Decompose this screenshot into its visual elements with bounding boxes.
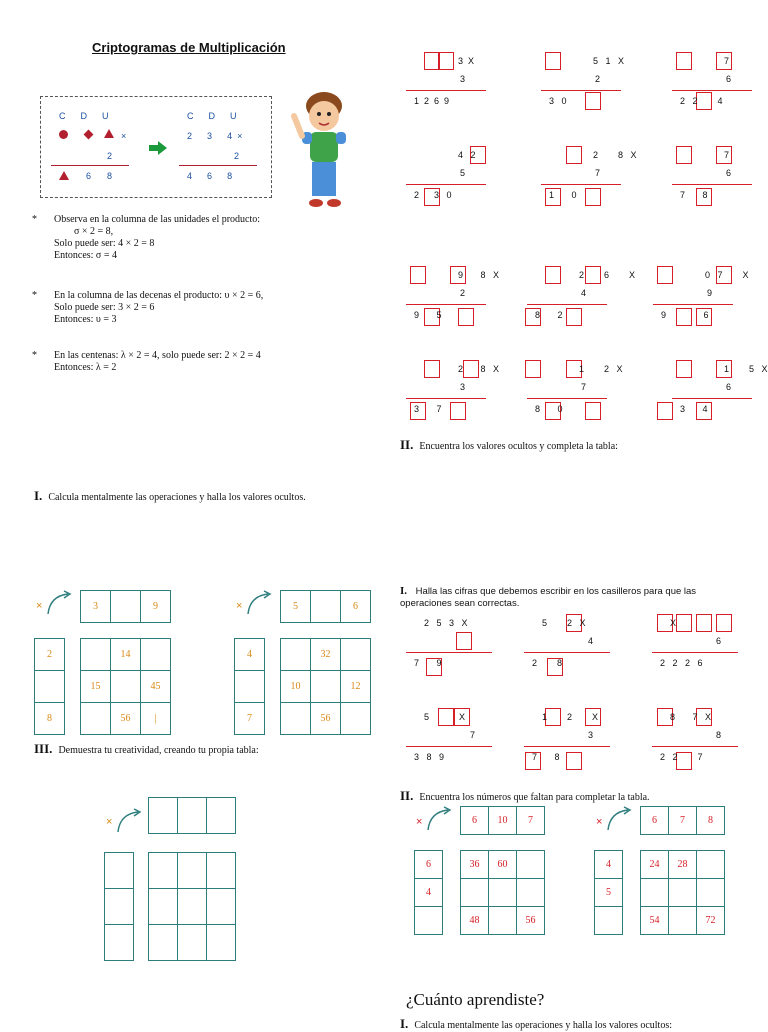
crypto-result: 9 6	[661, 310, 709, 320]
table-side-cell: 6	[414, 850, 443, 879]
table-header-cell[interactable]	[310, 590, 341, 623]
crypto-line	[524, 652, 610, 653]
solved-top: 2 3 4 ×	[187, 131, 243, 141]
crypto-top-row: 4 2	[458, 150, 476, 160]
answer-box[interactable]	[410, 266, 426, 284]
crypto-result: 3 8 9	[414, 752, 445, 762]
crypto-line	[524, 746, 610, 747]
table-cell[interactable]	[206, 852, 236, 889]
crypto-multiplier: 6	[726, 382, 732, 392]
table-header-cell[interactable]	[148, 797, 178, 834]
answer-box[interactable]	[566, 308, 582, 326]
crypto-line	[406, 184, 486, 185]
curved-arrow-icon	[604, 804, 634, 834]
answer-box[interactable]	[676, 146, 692, 164]
crypto-multiplier: 6	[726, 168, 732, 178]
crypto-result: 2 2 7	[660, 752, 703, 762]
table-cell: 12	[340, 670, 371, 703]
times-sign: ×	[596, 816, 603, 828]
table-cell[interactable]	[340, 702, 371, 735]
table-side-cell[interactable]	[414, 906, 443, 935]
curved-arrow-icon	[244, 588, 274, 618]
crypto-line	[406, 90, 486, 91]
crypto-result: 1 0	[549, 190, 577, 200]
crypto-result: 9 5	[414, 310, 442, 320]
right-section-ii-heading: II. Encuentra los números que faltan para completar la tabla.	[400, 788, 650, 803]
crypto-top-row: 2 5 3 X	[424, 618, 468, 628]
crypto-line	[406, 398, 486, 399]
table-side-cell: 5	[594, 878, 623, 907]
table-cell[interactable]	[668, 906, 697, 935]
table-cell[interactable]	[696, 878, 725, 907]
table-cell[interactable]	[668, 878, 697, 907]
crypto-top-row: 9 8 X	[458, 270, 500, 280]
crypto-line	[653, 304, 733, 305]
answer-box[interactable]	[566, 752, 582, 770]
crypto-top-row: 2 6 X	[579, 270, 636, 280]
table-cell[interactable]	[110, 670, 141, 703]
solved-result: 4 6 8	[187, 171, 233, 181]
crypto-result: 7 8	[680, 190, 708, 200]
crypto-result: 3 4	[680, 404, 708, 414]
answer-box[interactable]	[450, 402, 466, 420]
table-header-cell: 7	[668, 806, 697, 835]
table-header-cell: 7	[516, 806, 545, 835]
crypto-multiplier: 3	[460, 74, 466, 84]
table-side-cell[interactable]	[104, 924, 134, 961]
answer-box[interactable]	[525, 360, 541, 378]
crypto-top-row: 3 X	[458, 56, 475, 66]
crypto-top-row: 1 2 X	[542, 712, 599, 722]
example-multiplier: 2	[107, 151, 113, 161]
table-cell[interactable]	[280, 638, 311, 671]
table-cell: 72	[696, 906, 725, 935]
answer-box[interactable]	[676, 360, 692, 378]
answer-box[interactable]	[545, 266, 561, 284]
answer-box[interactable]	[716, 614, 732, 632]
section-ii-heading: II. Encuentra los valores ocultos y completa la tabla:	[400, 437, 618, 452]
table-side-cell[interactable]	[104, 852, 134, 889]
table-side-cell[interactable]	[34, 670, 65, 703]
table-header-cell[interactable]	[206, 797, 236, 834]
quiz-title: ¿Cuánto aprendiste?	[406, 990, 545, 1009]
table-cell[interactable]	[177, 924, 207, 961]
crypto-multiplier: 2	[595, 74, 601, 84]
solved-headers: C D U	[187, 111, 237, 121]
table-cell: 48	[460, 906, 489, 935]
table-cell[interactable]	[177, 852, 207, 889]
table-header-cell: 10	[488, 806, 517, 835]
answer-box[interactable]	[696, 614, 712, 632]
circle-symbol	[59, 130, 68, 139]
crypto-result: 2 2 4	[680, 96, 723, 106]
answer-box[interactable]	[657, 402, 673, 420]
table-cell[interactable]	[516, 878, 545, 907]
crypto-top-row: 1 2 X	[579, 364, 623, 374]
answer-box[interactable]	[585, 92, 601, 110]
table-cell[interactable]	[640, 878, 669, 907]
table-side-cell: 4	[414, 878, 443, 907]
crypto-line	[527, 304, 607, 305]
crypto-top-row: 5 1 X	[593, 56, 625, 66]
crypto-result: 7 9	[414, 658, 442, 668]
crypto-multiplier: 5	[460, 168, 466, 178]
table-cell: 36	[460, 850, 489, 879]
table-cell[interactable]	[177, 888, 207, 925]
table-cell[interactable]	[148, 924, 178, 961]
table-cell: 45	[140, 670, 171, 703]
crypto-multiplier: 4	[588, 636, 594, 646]
crypto-multiplier: 6	[716, 636, 722, 646]
table-side-cell: 8	[34, 702, 65, 735]
table-cell: 54	[640, 906, 669, 935]
boy-illustration	[288, 86, 360, 212]
crypto-multiplier: 3	[588, 730, 594, 740]
explanation-2: * En la columna de las decenas el producto: υ × 2 = 6, Solo puede ser: 3 × 2 = 6 Entonces: υ = 3	[32, 290, 264, 325]
answer-box[interactable]	[585, 188, 601, 206]
explanation-1: * Observa en la columna de las unidades el producto: σ × 2 = 8, Solo puede ser: 4 × 2 = 8 Entonces: σ = 4	[32, 214, 261, 261]
solved-line	[179, 165, 257, 166]
crypto-result: 3 7	[414, 404, 442, 414]
times-sign: ×	[106, 816, 113, 828]
times-sign: ×	[36, 600, 43, 612]
crypto-result: 7 8	[532, 752, 560, 762]
table-cell[interactable]	[340, 638, 371, 671]
example-line	[51, 165, 129, 166]
diamond-symbol	[84, 130, 94, 140]
answer-box[interactable]	[438, 52, 454, 70]
table-side-cell: 2	[34, 638, 65, 671]
answer-box[interactable]	[456, 632, 472, 650]
crypto-line	[652, 652, 738, 653]
section-i-heading: I. Calcula mentalmente las operaciones y halla los valores ocultos.	[34, 488, 306, 503]
crypto-top-row: 7	[724, 56, 730, 66]
crypto-line	[527, 398, 607, 399]
crypto-top-row: 1 5 X	[724, 364, 768, 374]
table-cell[interactable]	[148, 888, 178, 925]
table-cell[interactable]	[206, 888, 236, 925]
crypto-result: 2 3 0	[414, 190, 452, 200]
answer-box[interactable]	[676, 614, 692, 632]
table-cell[interactable]	[696, 850, 725, 879]
crypto-top-row: 5 2 X	[542, 618, 586, 628]
crypto-multiplier: 4	[581, 288, 587, 298]
right-section-i-heading: I. Halla las cifras que debemos escribir en los casilleros para que las operaciones sean correctas.	[400, 585, 697, 609]
table-cell: 56	[310, 702, 341, 735]
crypto-top-row: 5 X	[424, 712, 466, 722]
table-header-cell: 6	[460, 806, 489, 835]
table-side-cell[interactable]	[234, 670, 265, 703]
table-cell[interactable]	[140, 638, 171, 671]
crypto-line	[406, 746, 492, 747]
triangle-symbol-result	[59, 171, 69, 180]
table-header-cell: 6	[340, 590, 371, 623]
table-side-cell: 4	[234, 638, 265, 671]
crypto-multiplier: 8	[716, 730, 722, 740]
table-cell: 14	[110, 638, 141, 671]
crypto-multiplier: 7	[470, 730, 476, 740]
answer-box[interactable]	[458, 308, 474, 326]
table-header-cell: 8	[696, 806, 725, 835]
curved-arrow-icon	[114, 806, 144, 836]
crypto-multiplier: 7	[595, 168, 601, 178]
table-header-cell[interactable]	[110, 590, 141, 623]
green-arrow-icon	[149, 141, 167, 155]
table-header-cell: 6	[640, 806, 669, 835]
answer-box[interactable]	[657, 266, 673, 284]
crypto-result: 8 2	[535, 310, 563, 320]
table-cell[interactable]	[280, 702, 311, 735]
times-sign: ×	[121, 131, 127, 141]
crypto-multiplier: 3	[460, 382, 466, 392]
table-cell: 60	[488, 850, 517, 879]
table-cell[interactable]	[206, 924, 236, 961]
crypto-top-row: 8 7 X	[670, 712, 712, 722]
example-box: C D U × 2 6 8 C D U 2 3 4 × 2 4 6 8	[40, 96, 272, 198]
crypto-line	[672, 184, 752, 185]
example-headers: C D U	[59, 111, 109, 121]
table-cell: 32	[310, 638, 341, 671]
table-header-cell: 3	[80, 590, 111, 623]
table-header-cell: 9	[140, 590, 171, 623]
crypto-result: 3 0	[549, 96, 567, 106]
crypto-top-row: 0 7 X	[705, 270, 749, 280]
crypto-line	[406, 652, 492, 653]
crypto-result: 8 0	[535, 404, 563, 414]
page-title: Criptogramas de Multiplicación	[92, 40, 286, 55]
table-cell: 28	[668, 850, 697, 879]
explanation-3: * En las centenas: λ × 2 = 4, solo puede ser: 2 × 2 = 4 Entonces: λ = 2	[32, 350, 261, 373]
crypto-multiplier: 6	[726, 74, 732, 84]
table-cell[interactable]	[488, 906, 517, 935]
table-cell: 10	[280, 670, 311, 703]
crypto-top-row: X	[670, 618, 677, 628]
table-side-cell: 4	[594, 850, 623, 879]
crypto-multiplier: 7	[581, 382, 587, 392]
table-header-cell[interactable]	[177, 797, 207, 834]
crypto-multiplier: 2	[460, 288, 466, 298]
table-cell[interactable]	[488, 878, 517, 907]
crypto-top-row: 2 8 X	[458, 364, 500, 374]
curved-arrow-icon	[44, 588, 74, 618]
table-cell: 24	[640, 850, 669, 879]
crypto-line	[406, 304, 486, 305]
curved-arrow-icon	[424, 804, 454, 834]
crypto-line	[652, 746, 738, 747]
quiz-line: I. Calcula mentalmente las operaciones y halla los valores ocultos:	[400, 1016, 673, 1031]
table-header-cell: 5	[280, 590, 311, 623]
times-sign: ×	[236, 600, 243, 612]
table-cell: |	[140, 702, 171, 735]
triangle-symbol	[104, 129, 114, 138]
answer-box[interactable]	[585, 402, 601, 420]
answer-box[interactable]	[676, 52, 692, 70]
table-side-cell[interactable]	[104, 888, 134, 925]
crypto-top-row: 7	[724, 150, 730, 160]
times-sign: ×	[416, 816, 423, 828]
table-side-cell[interactable]	[594, 906, 623, 935]
crypto-result: 2 8	[532, 658, 563, 668]
table-cell[interactable]	[460, 878, 489, 907]
table-cell[interactable]	[80, 638, 111, 671]
table-cell[interactable]	[516, 850, 545, 879]
table-cell[interactable]	[80, 702, 111, 735]
crypto-multiplier: 9	[707, 288, 713, 298]
table-cell[interactable]	[148, 852, 178, 889]
answer-box[interactable]	[545, 52, 561, 70]
table-side-cell: 7	[234, 702, 265, 735]
crypto-result: 2 2 2 6	[660, 658, 703, 668]
crypto-line	[541, 184, 621, 185]
section-iii-heading: III. Demuestra tu creatividad, creando tu propia tabla:	[34, 741, 259, 756]
table-cell: 15	[80, 670, 111, 703]
table-cell: 56	[516, 906, 545, 935]
answer-box[interactable]	[424, 360, 440, 378]
table-cell[interactable]	[310, 670, 341, 703]
crypto-line	[672, 398, 752, 399]
crypto-result: 1 2 6 9	[414, 96, 450, 106]
crypto-top-row: 2 8 X	[593, 150, 637, 160]
crypto-line	[672, 90, 752, 91]
answer-box[interactable]	[566, 146, 582, 164]
crypto-line	[541, 90, 621, 91]
table-cell: 56	[110, 702, 141, 735]
